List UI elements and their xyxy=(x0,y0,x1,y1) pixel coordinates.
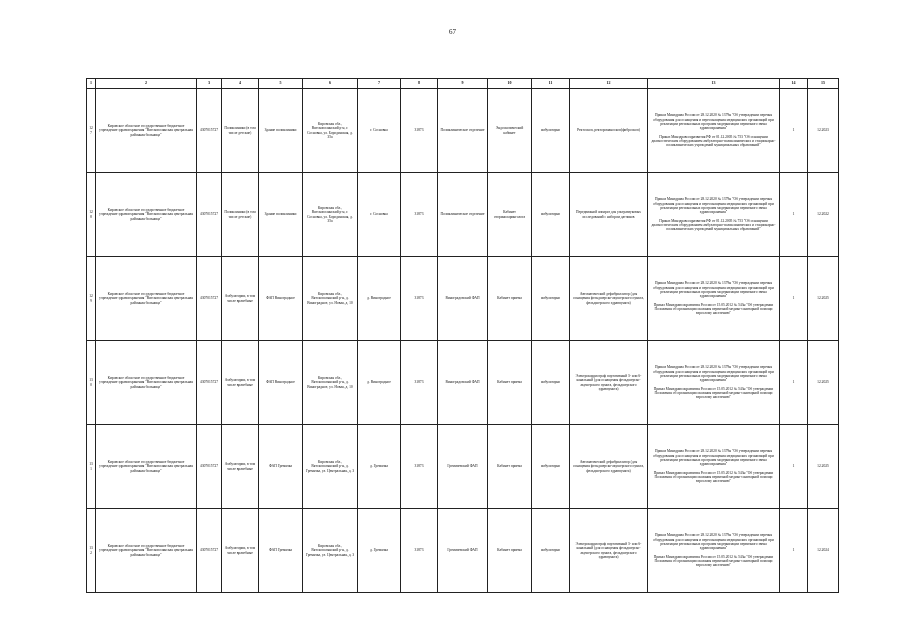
column-header: 3 xyxy=(197,79,222,89)
department-cell: Виноградовский ФАП xyxy=(438,341,488,425)
date-cell: 12.2025 xyxy=(808,341,839,425)
row-number: 129 xyxy=(87,257,96,341)
department-cell: Гремячевский ФАП xyxy=(438,509,488,593)
unit-type-cell: Поликлиники (в том числе детские) xyxy=(222,89,259,173)
unit-name-cell: ФАП Виноградное xyxy=(259,341,303,425)
unit-name-cell: ФАП Гремячка xyxy=(259,425,303,509)
column-header: 8 xyxy=(401,79,438,89)
page-number: 67 xyxy=(449,28,456,36)
column-header: 10 xyxy=(488,79,532,89)
equipment-cell: Автоматический дефибриллятор (для оснащения фельдшерско-акушерского пункта, фельдшерского здравпункта) xyxy=(570,257,648,341)
unit-name-cell: Здание поликлиники xyxy=(259,89,303,173)
cabinet-cell: Эндоскопический кабинет xyxy=(488,89,532,173)
inn-cell: 4307015727 xyxy=(197,173,222,257)
department-cell: Виноградовский ФАП xyxy=(438,257,488,341)
department-cell: Гремячевский ФАП xyxy=(438,425,488,509)
row-number: 127 xyxy=(87,89,96,173)
department-cell: Поликлиническое отделение xyxy=(438,89,488,173)
equipment-cell: Автоматический дефибриллятор (для оснащения фельдшерско-акушерского пункта, фельдшерского здравпункта) xyxy=(570,425,648,509)
quantity-cell: 1 xyxy=(780,257,808,341)
organization-name: Кировское областное государственное бюджетное учреждение здравоохранения "Вятскополянская центральная районная больница" xyxy=(96,425,197,509)
row-number: 128 xyxy=(87,173,96,257)
row-number: 131 xyxy=(87,425,96,509)
quantity-cell: 1 xyxy=(780,89,808,173)
quantity-cell: 1 xyxy=(780,173,808,257)
table-row xyxy=(87,341,839,425)
regulation-cell xyxy=(648,173,780,257)
equipment-cell: Электрокардиограф портативный 3- или 6-канальный (для оснащения фельдшерско-акушерского пункта, фельдшерского здравпункта) xyxy=(570,509,648,593)
regulation-text: Приказ Минздравсоцразвития РФ от 01.12.2005 № 753 "Об оснащении диагностическим оборудованием амбулаторно-поликлинических и стационарно-поликлинических учреждений муниципальных образований" xyxy=(651,218,776,232)
care-type-cell: амбулаторно xyxy=(532,341,570,425)
oktmo-cell: 31873 xyxy=(401,173,438,257)
inn-cell: 4307015727 xyxy=(197,89,222,173)
regulation-cell xyxy=(648,425,780,509)
equipment-cell: Передвижной аппарат для ультразвуковых исследований с набором датчиков xyxy=(570,173,648,257)
row-number: 130 xyxy=(87,341,96,425)
header-row xyxy=(87,79,839,89)
inn-cell: 4307015727 xyxy=(197,341,222,425)
row-number: 132 xyxy=(87,509,96,593)
column-header: 6 xyxy=(303,79,358,89)
column-header: 2 xyxy=(96,79,197,89)
regulation-text: Приказ Минздрава России от 28.12.2020 № 1379н "Об утверждении перечня оборудования для оснащения и переоснащения медицинских организаций при реализации региональных программ модернизации первичного звена здравоохранения" xyxy=(653,449,774,467)
care-type-cell: амбулаторно xyxy=(532,425,570,509)
inn-cell: 4307015727 xyxy=(197,257,222,341)
date-cell: 12.2023 xyxy=(808,89,839,173)
unit-name-cell: ФАП Виноградное xyxy=(259,257,303,341)
table-body xyxy=(87,89,839,593)
address-cell: Кировская обл., Вятскополянский р-н, г. Сосновка, ул. Бородинская, д. 35а xyxy=(303,173,358,257)
table-header xyxy=(87,79,839,89)
department-cell: Поликлиническое отделение xyxy=(438,173,488,257)
column-header: 9 xyxy=(438,79,488,89)
date-cell: 12.2025 xyxy=(808,257,839,341)
cabinet-cell: Кабинет приема xyxy=(488,509,532,593)
column-header: 14 xyxy=(780,79,808,89)
regulation-text: Приказ Минздравсоцразвития России от 15.05.2012 № 543н "Об утверждении Положения об организации оказания первичной медико-санитарной помощи взрослому населению" xyxy=(653,554,774,568)
regulation-text: Приказ Минздрава России от 28.12.2020 № 1379н "Об утверждении перечня оборудования для оснащения и переоснащения медицинских организаций при реализации региональных программ модернизации первичного звена здравоохранения" xyxy=(653,365,774,383)
regulation-text: Приказ Минздрава России от 28.12.2020 № 1379н "Об утверждении перечня оборудования для оснащения и переоснащения медицинских организаций при реализации региональных программ модернизации первичного звена здравоохранения" xyxy=(653,281,774,299)
address-cell: Кировская обл., Вятскополянский р-н, д. Виноградное, ул. Новая, д. 10 xyxy=(303,257,358,341)
regulation-text: Приказ Минздравсоцразвития РФ от 01.12.2005 № 753 "Об оснащении диагностическим оборудованием амбулаторно-поликлинических и стационарно-поликлинических учреждений муниципальных образований" xyxy=(651,134,776,148)
regulation-text: Приказ Минздравсоцразвития России от 15.05.2012 № 543н "Об утверждении Положения об организации оказания первичной медико-санитарной помощи взрослому населению" xyxy=(653,302,774,316)
locality-cell: д. Гремячка xyxy=(358,425,401,509)
organization-name: Кировское областное государственное бюджетное учреждение здравоохранения "Вятскополянская центральная районная больница" xyxy=(96,89,197,173)
regulation-text: Приказ Минздрава России от 28.12.2020 № 1379н "Об утверждении перечня оборудования для оснащения и переоснащения медицинских организаций при реализации региональных программ модернизации первичного звена здравоохранения" xyxy=(653,197,774,215)
care-type-cell: амбулаторно xyxy=(532,173,570,257)
table-row xyxy=(87,257,839,341)
quantity-cell: 1 xyxy=(780,509,808,593)
oktmo-cell: 31873 xyxy=(401,509,438,593)
organization-name: Кировское областное государственное бюджетное учреждение здравоохранения "Вятскополянская центральная районная больница" xyxy=(96,257,197,341)
column-header: 5 xyxy=(259,79,303,89)
unit-name-cell: Здание поликлиники xyxy=(259,173,303,257)
table-row xyxy=(87,173,839,257)
cabinet-cell: Кабинет приема xyxy=(488,425,532,509)
date-cell: 12.2024 xyxy=(808,509,839,593)
unit-type-cell: Поликлиники (в том числе детские) xyxy=(222,173,259,257)
unit-name-cell: ФАП Гремячка xyxy=(259,509,303,593)
oktmo-cell: 31873 xyxy=(401,341,438,425)
regulation-text: Приказ Минздравсоцразвития России от 15.05.2012 № 543н "Об утверждении Положения об организации оказания первичной медико-санитарной помощи взрослому населению" xyxy=(653,470,774,484)
oktmo-cell: 31873 xyxy=(401,257,438,341)
column-header: 13 xyxy=(648,79,780,89)
regulation-cell xyxy=(648,257,780,341)
organization-name: Кировское областное государственное бюджетное учреждение здравоохранения "Вятскополянская центральная районная больница" xyxy=(96,173,197,257)
cabinet-cell: Кабинет оториноларинголога xyxy=(488,173,532,257)
address-cell: Кировская обл., Вятскополянский р-н, д. Виноградное, ул. Новая, д. 10 xyxy=(303,341,358,425)
column-header: 4 xyxy=(222,79,259,89)
locality-cell: д. Виноградное xyxy=(358,257,401,341)
equipment-cell: Электрокардиограф портативный 3- или 6-канальный (для оснащения фельдшерско-акушерского пункта, фельдшерского здравпункта) xyxy=(570,341,648,425)
unit-type-cell: Амбулатории, в том числе врачебные xyxy=(222,509,259,593)
quantity-cell: 1 xyxy=(780,341,808,425)
inn-cell: 4307015727 xyxy=(197,509,222,593)
regulation-cell xyxy=(648,509,780,593)
cabinet-cell: Кабинет приема xyxy=(488,341,532,425)
regulation-cell xyxy=(648,89,780,173)
locality-cell: д. Гремячка xyxy=(358,509,401,593)
oktmo-cell: 31873 xyxy=(401,89,438,173)
quantity-cell: 1 xyxy=(780,425,808,509)
equipment-table xyxy=(86,78,839,593)
locality-cell: д. Виноградное xyxy=(358,341,401,425)
equipment-cell: Ректоскоп, ректороманоскоп(фиброскоп) xyxy=(570,89,648,173)
oktmo-cell: 31873 xyxy=(401,425,438,509)
table-row xyxy=(87,509,839,593)
address-cell: Кировская обл., Вятскополянский р-н, г. Сосновка, ул. Бородинская, д. 35а xyxy=(303,89,358,173)
date-cell: 12.2022 xyxy=(808,173,839,257)
table-row xyxy=(87,89,839,173)
unit-type-cell: Амбулатории, в том числе врачебные xyxy=(222,257,259,341)
column-header: 11 xyxy=(532,79,570,89)
care-type-cell: амбулаторно xyxy=(532,89,570,173)
organization-name: Кировское областное государственное бюджетное учреждение здравоохранения "Вятскополянская центральная районная больница" xyxy=(96,509,197,593)
locality-cell: г. Сосновка xyxy=(358,89,401,173)
inn-cell: 4307015727 xyxy=(197,425,222,509)
address-cell: Кировская обл., Вятскополянский р-н, д. Гремячка, ул. Центральная, д. 3 xyxy=(303,509,358,593)
table-row xyxy=(87,425,839,509)
cabinet-cell: Кабинет приема xyxy=(488,257,532,341)
regulation-text: Приказ Минздрава России от 28.12.2020 № 1379н "Об утверждении перечня оборудования для оснащения и переоснащения медицинских организаций при реализации региональных программ модернизации первичного звена здравоохранения" xyxy=(653,533,774,551)
column-header: 1 xyxy=(87,79,96,89)
column-header: 7 xyxy=(358,79,401,89)
regulation-cell xyxy=(648,341,780,425)
date-cell: 12.2025 xyxy=(808,425,839,509)
unit-type-cell: Амбулатории, в том числе врачебные xyxy=(222,341,259,425)
address-cell: Кировская обл., Вятскополянский р-н, д. Гремячка, ул. Центральная, д. 3 xyxy=(303,425,358,509)
regulation-text: Приказ Минздрава России от 28.12.2020 № 1379н "Об утверждении перечня оборудования для оснащения и переоснащения медицинских организаций при реализации региональных программ модернизации первичного звена здравоохранения" xyxy=(653,113,774,131)
care-type-cell: амбулаторно xyxy=(532,257,570,341)
column-header: 15 xyxy=(808,79,839,89)
care-type-cell: амбулаторно xyxy=(532,509,570,593)
organization-name: Кировское областное государственное бюджетное учреждение здравоохранения "Вятскополянская центральная районная больница" xyxy=(96,341,197,425)
regulation-text: Приказ Минздравсоцразвития России от 15.05.2012 № 543н "Об утверждении Положения об организации оказания первичной медико-санитарной помощи взрослому населению" xyxy=(653,386,774,400)
unit-type-cell: Амбулатории, в том числе врачебные xyxy=(222,425,259,509)
column-header: 12 xyxy=(570,79,648,89)
locality-cell: г. Сосновка xyxy=(358,173,401,257)
